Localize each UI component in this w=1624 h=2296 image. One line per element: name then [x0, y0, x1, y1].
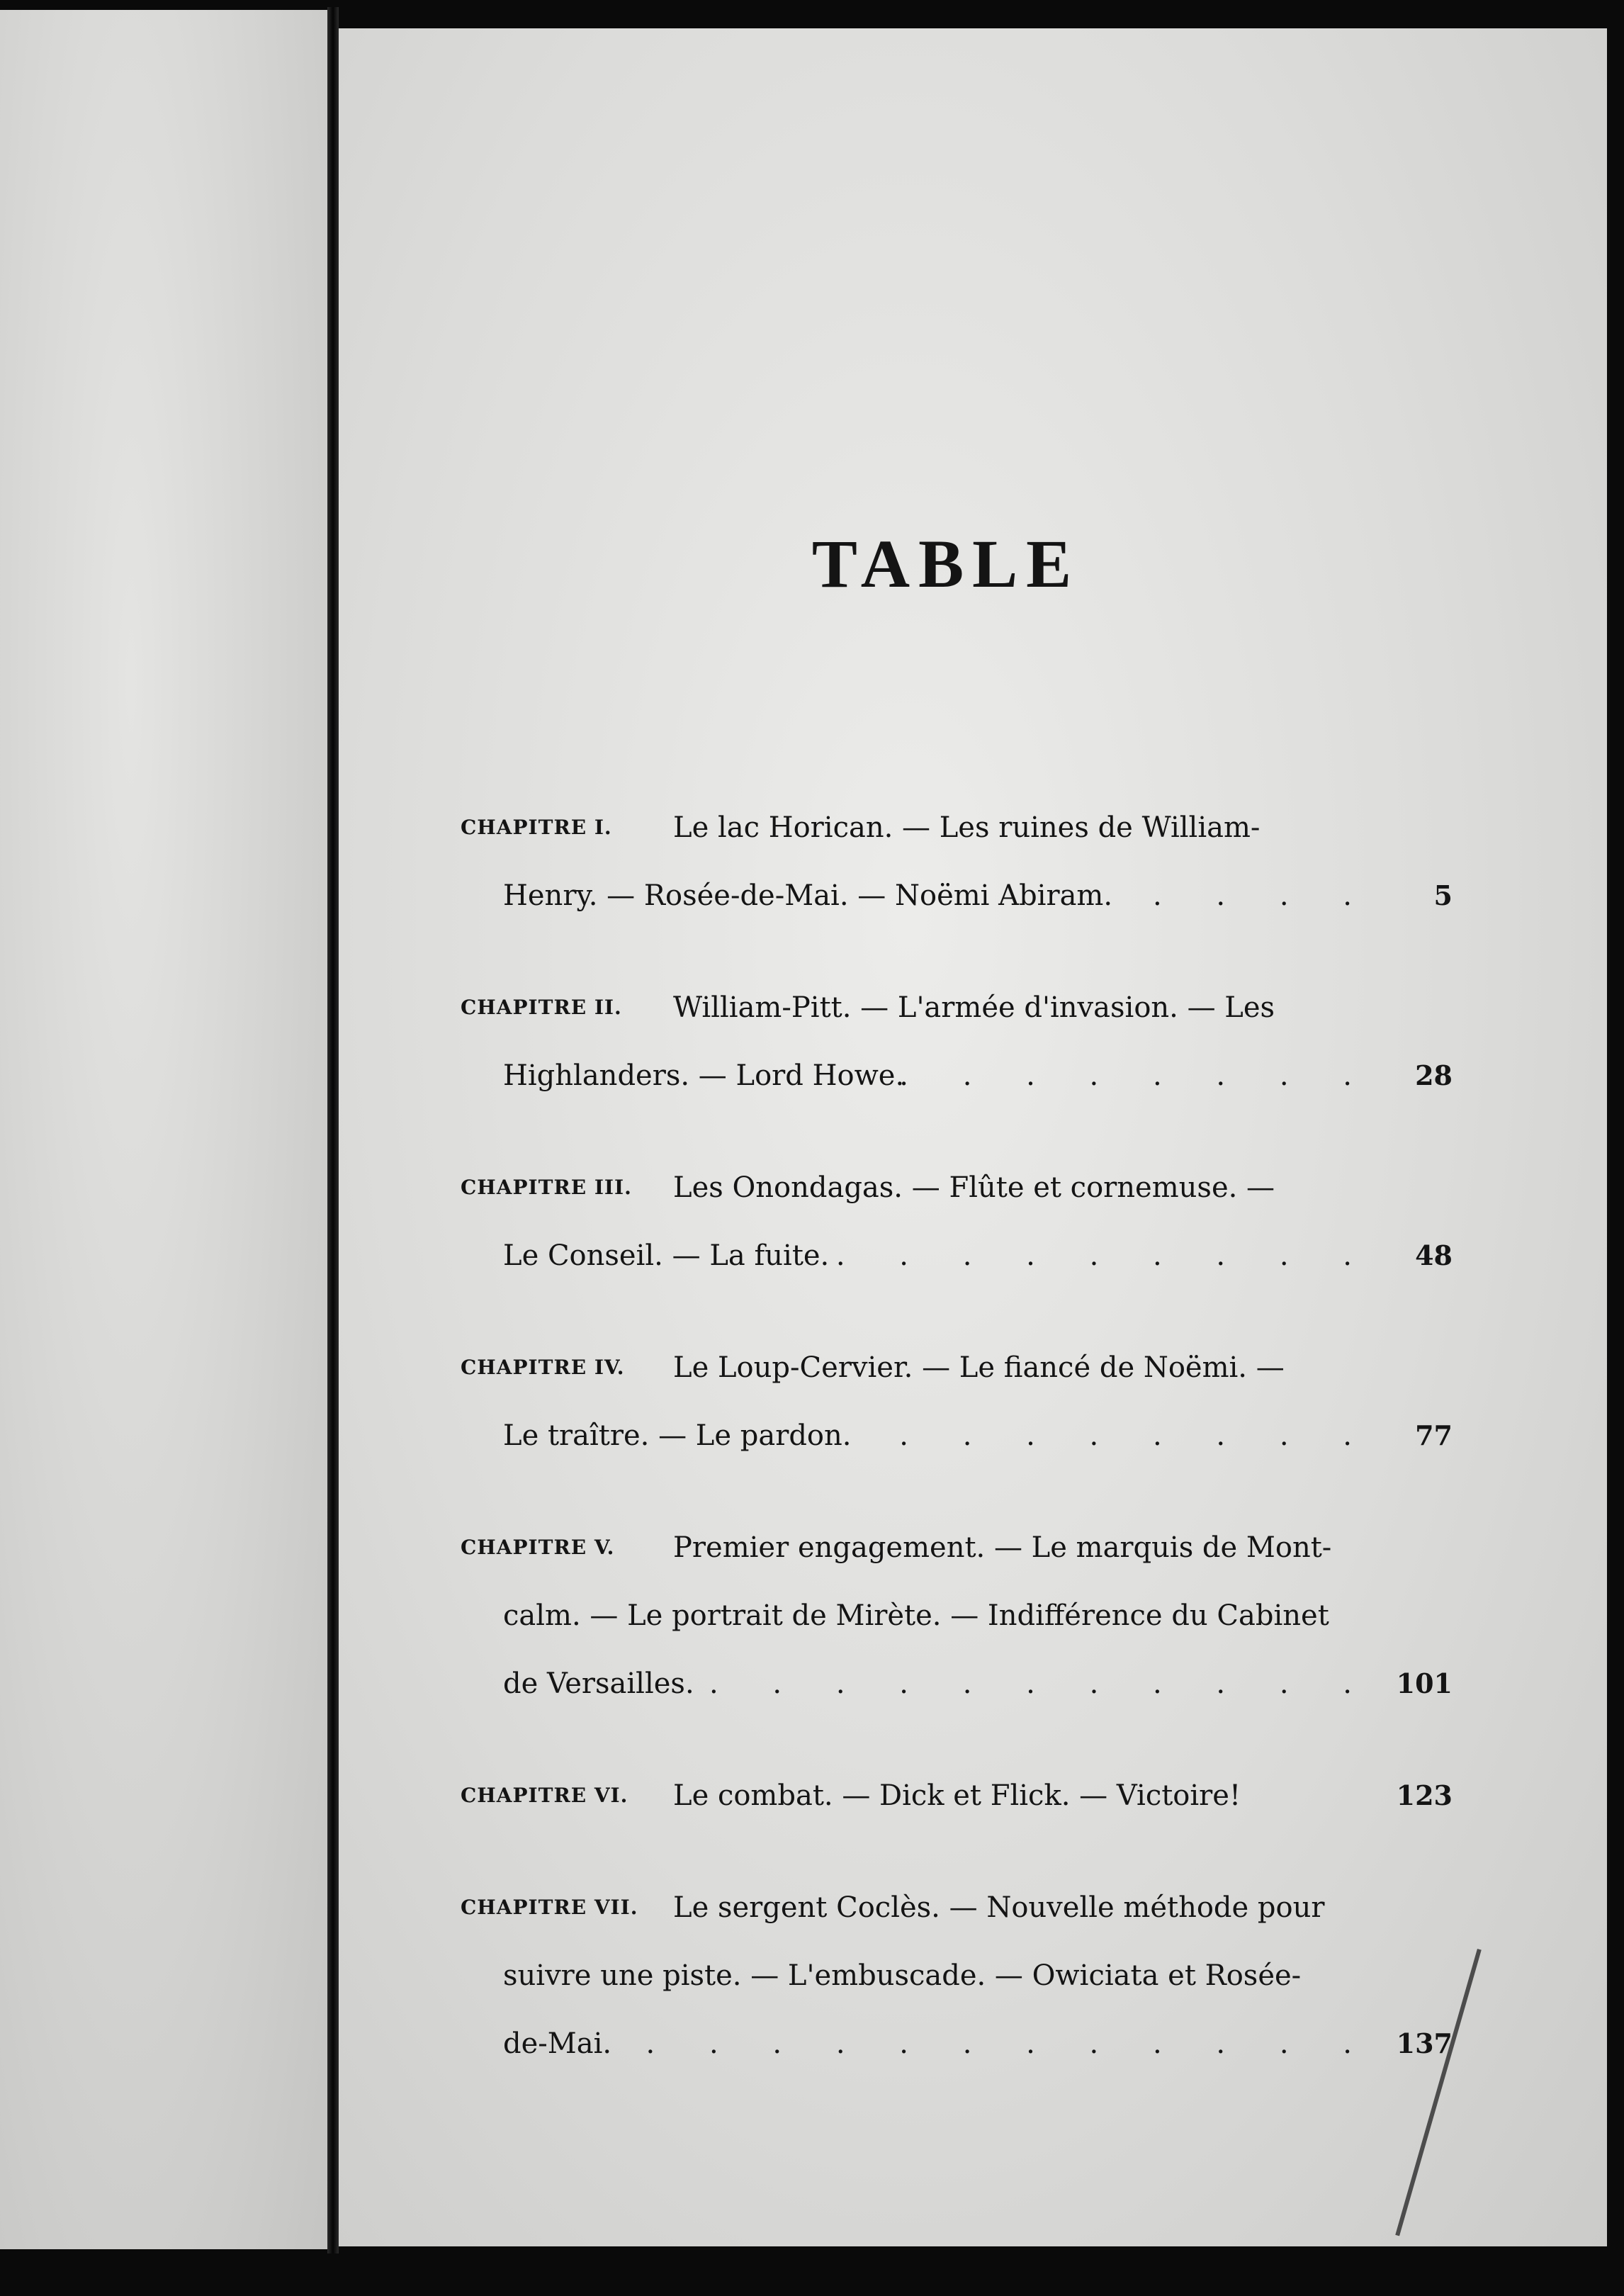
page-number: 77 — [1415, 1419, 1453, 1451]
chapter-label: CHAPITRE II. — [461, 996, 622, 1019]
chapter-title: Premier engagement. — Le marquis de Mont- — [673, 1531, 1332, 1564]
dot-leader: . . . . . . . . . . . . — [645, 2027, 1375, 2060]
book-gutter — [327, 7, 339, 2253]
page-number: 5 — [1433, 879, 1453, 911]
toc-entry-4 — [439, 1334, 1453, 1470]
page-number: 137 — [1396, 2027, 1453, 2059]
toc-line — [439, 2010, 1453, 2078]
chapter-label: CHAPITRE V. — [461, 1536, 615, 1559]
toc-line — [439, 1942, 1453, 2010]
toc-entry-7 — [439, 1874, 1453, 2078]
toc-line — [439, 1402, 1453, 1470]
toc-entry-5 — [439, 1514, 1453, 1718]
chapter-label: CHAPITRE VII. — [461, 1896, 638, 1919]
chapter-label: CHAPITRE VI. — [461, 1784, 628, 1807]
toc-entry-2 — [439, 974, 1453, 1110]
toc-line — [439, 794, 1453, 862]
chapter-title: Henry. — Rosée-de-Mai. — Noëmi Abiram. — [503, 879, 1113, 912]
chapter-label: CHAPITRE III. — [461, 1176, 632, 1199]
toc-line — [439, 1650, 1453, 1718]
page-number: 28 — [1415, 1059, 1453, 1091]
toc-line — [439, 1042, 1453, 1110]
dot-leader: . . . . . . . . . — [835, 1239, 1375, 1272]
chapter-title: William-Pitt. — L'armée d'invasion. — Les — [673, 991, 1275, 1024]
toc-list — [439, 794, 1453, 2122]
chapter-label: CHAPITRE IV. — [461, 1356, 625, 1379]
dot-leader: . . . . . . . . . . . — [709, 1667, 1375, 1700]
toc-line — [439, 1514, 1453, 1582]
chapter-title: Le Conseil. — La fuite. — [503, 1239, 830, 1272]
dot-leader: . . . . — [1152, 879, 1375, 912]
left-page-margin — [0, 10, 327, 2249]
chapter-title: Highlanders. — Lord Howe. — [503, 1059, 905, 1092]
chapter-title: Les Onondagas. — Flûte et cornemuse. — — [673, 1171, 1275, 1204]
chapter-title: Le traître. — Le pardon. — [503, 1419, 852, 1452]
toc-line — [439, 1762, 1453, 1830]
toc-line — [439, 974, 1453, 1042]
page-title: TABLE — [811, 526, 1081, 602]
page-number: 123 — [1396, 1779, 1453, 1811]
page-number: 101 — [1396, 1667, 1453, 1699]
chapter-title: Le sergent Coclès. — Nouvelle méthode pour — [673, 1891, 1325, 1924]
chapter-title: Le lac Horican. — Les ruines de William- — [673, 811, 1261, 844]
chapter-title: calm. — Le portrait de Mirète. — Indifférence du Cabinet — [503, 1599, 1329, 1632]
chapter-title: Le Loup-Cervier. — Le fiancé de Noëmi. — — [673, 1351, 1285, 1384]
chapter-title: suivre une piste. — L'embuscade. — Owiciata et Rosée- — [503, 1959, 1302, 1992]
toc-line — [439, 1154, 1453, 1222]
chapter-label: CHAPITRE I. — [461, 816, 612, 839]
toc-entry-3 — [439, 1154, 1453, 1290]
chapter-title: de-Mai. — [503, 2027, 612, 2060]
toc-entry-1 — [439, 794, 1453, 930]
toc-line — [439, 1874, 1453, 1942]
chapter-title: de Versailles. — [503, 1667, 694, 1700]
page-number: 48 — [1415, 1239, 1453, 1271]
toc-line — [439, 1222, 1453, 1290]
chapter-title: Le combat. — Dick et Flick. — Victoire! — [673, 1779, 1241, 1812]
toc-line — [439, 1582, 1453, 1650]
dot-leader: . . . . . . . . — [899, 1059, 1375, 1092]
dot-leader: . . . . . . . . — [899, 1419, 1375, 1452]
toc-line — [439, 862, 1453, 930]
toc-entry-6 — [439, 1762, 1453, 1830]
toc-line — [439, 1334, 1453, 1402]
